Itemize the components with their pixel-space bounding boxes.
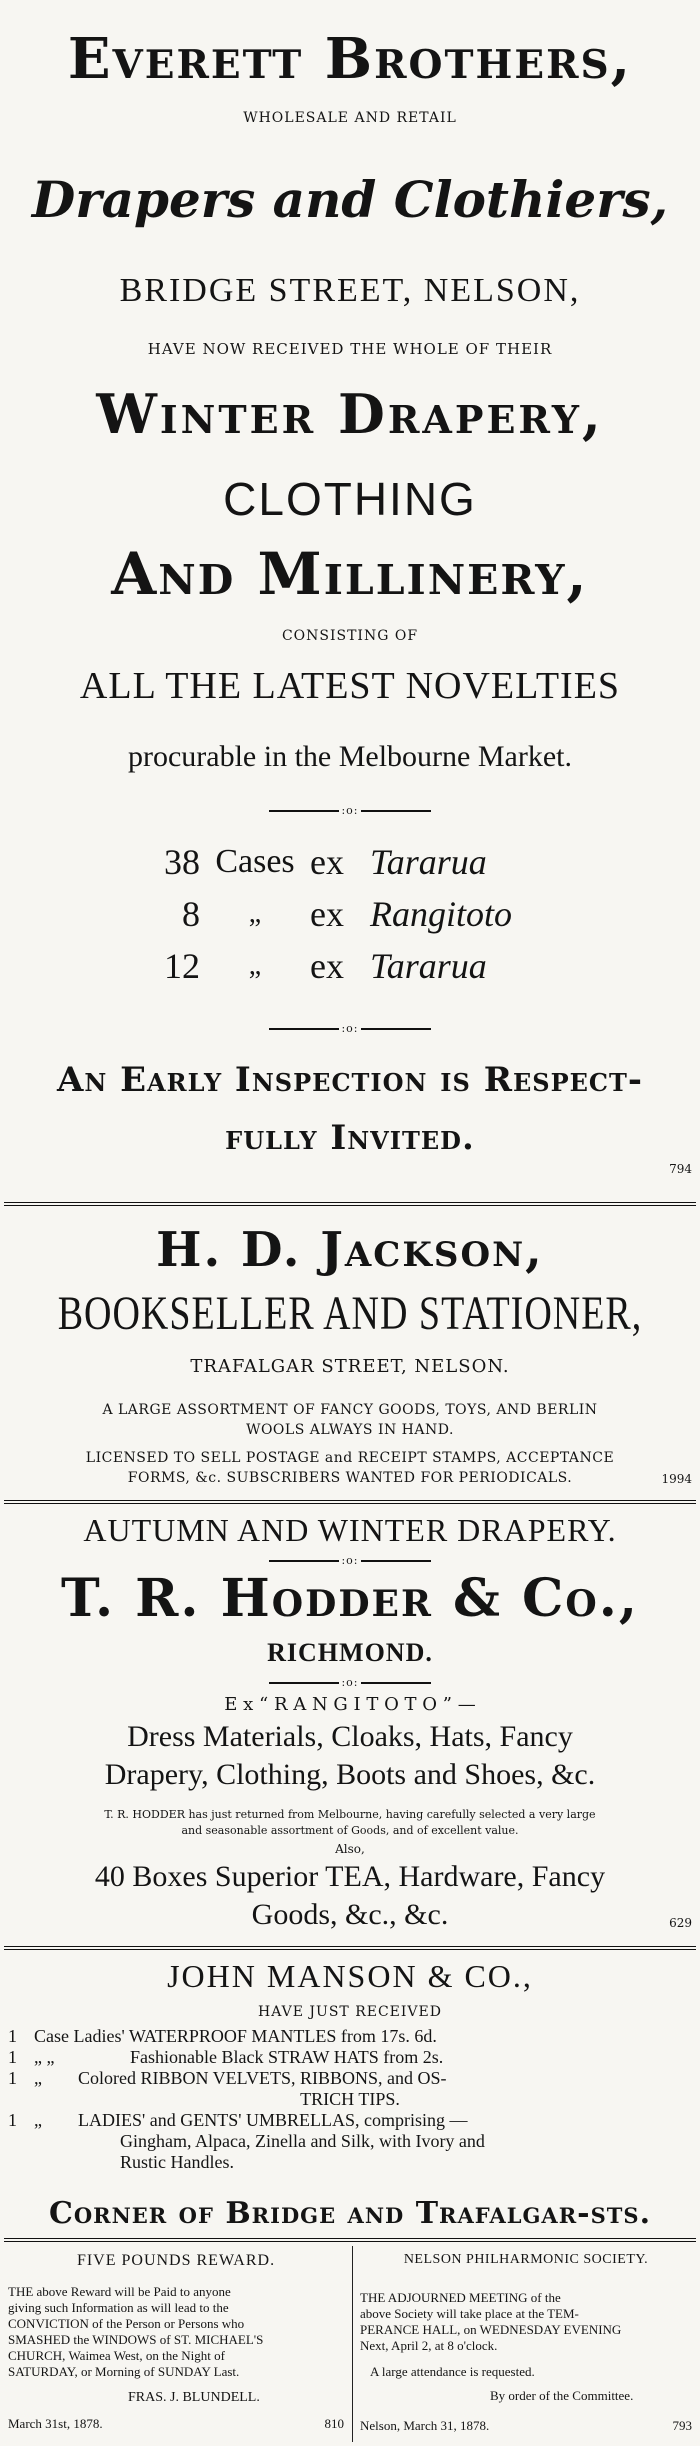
reward-line: CONVICTION of the Person or Persons who	[8, 2316, 245, 2331]
line-qty: 1	[8, 2110, 17, 2130]
everett-ref: 794	[669, 1162, 692, 1176]
case-row	[120, 836, 580, 888]
line-text: LADIES' and GENTS' UMBRELLAS, comprising —	[78, 2110, 468, 2130]
case-row	[120, 940, 580, 992]
philharmonic-notice	[360, 2252, 692, 2434]
line-qty: 1	[8, 2068, 17, 2088]
case-qty: 38	[164, 842, 200, 882]
line-text: Rustic Handles.	[120, 2152, 234, 2172]
philharmonic-body	[360, 2290, 692, 2354]
philharmonic-title: NELSON PHILHARMONIC SOCIETY.	[403, 2252, 649, 2267]
hodder-tea-1: 40 Boxes Superior TEA, Hardware, Fancy	[94, 1860, 606, 1893]
column-divider	[352, 2246, 353, 2442]
reward-line: SMASHED the WINDOWS of ST. MICHAEL'S	[8, 2332, 264, 2347]
everett-separator-2: :o:	[0, 1022, 700, 1035]
case-mark: Cases	[215, 843, 295, 880]
philharmonic-line: THE ADJOURNED MEETING of the	[360, 2290, 561, 2305]
line-text: Case Ladies' WATERPROOF MANTLES from 17s. 6d.	[34, 2026, 437, 2046]
everett-address: BRIDGE STREET, NELSON,	[119, 272, 581, 309]
philharmonic-line: above Society will take place at the TEM-	[360, 2306, 579, 2321]
hodder-notice-1: T. R. HODDER has just returned from Melbourne, having carefully selected a very large	[104, 1808, 596, 1821]
philharmonic-line: PERANCE HALL, on WEDNESDAY EVENING	[360, 2322, 622, 2337]
hodder-place: RICHMOND.	[267, 1638, 433, 1667]
philharmonic-date: Nelson, March 31, 1878.	[360, 2418, 490, 2433]
philharmonic-order: By order of the Committee.	[490, 2388, 634, 2403]
case-mark: „	[248, 898, 262, 929]
everett-trade: Drapers and Clothiers,	[31, 170, 669, 229]
everett-millinery: And Millinery,	[111, 540, 589, 608]
manson-line	[0, 2110, 700, 2131]
manson-line	[0, 2047, 700, 2068]
line-ditto: „ „	[34, 2047, 55, 2067]
reward-line: SATURDAY, or Morning of SUNDAY Last.	[8, 2364, 240, 2379]
case-mark: „	[248, 950, 262, 981]
manson-line	[0, 2089, 700, 2110]
everett-received: HAVE NOW RECEIVED THE WHOLE OF THEIR	[147, 340, 553, 358]
case-ship: Rangitoto	[370, 894, 512, 934]
hodder-separator-1: :o:	[0, 1554, 700, 1567]
everett-clothing: CLOTHING	[223, 473, 477, 525]
everett-procurable: procurable in the Melbourne Market.	[127, 740, 572, 773]
case-ship: Tararua	[370, 842, 487, 882]
everett-winter-drapery: Winter Drapery,	[96, 382, 604, 446]
line-text: TRICH TIPS.	[300, 2089, 400, 2109]
reward-title: FIVE POUNDS REWARD.	[76, 2252, 276, 2269]
jackson-trade: BOOKSELLER AND STATIONER,	[57, 1287, 643, 1341]
divider	[4, 1202, 696, 1206]
divider	[4, 1946, 696, 1950]
line-ditto: „	[34, 2068, 42, 2088]
reward-ref: 810	[324, 2416, 344, 2431]
divider	[4, 2238, 696, 2242]
case-qty: 8	[182, 894, 200, 934]
reward-notice	[8, 2252, 344, 2432]
jackson-licensed-2: FORMS, &c. SUBSCRIBERS WANTED FOR PERIODICALS.	[127, 1470, 573, 1486]
hodder-also: Also,	[335, 1842, 365, 1856]
hodder-ref: 629	[669, 1916, 692, 1930]
case-qty: 12	[164, 946, 200, 986]
reward-date: March 31st, 1878.	[8, 2416, 103, 2431]
hodder-separator-2: :o:	[0, 1676, 700, 1689]
everett-separator-1: :o:	[0, 804, 700, 817]
hodder-goods-1: Dress Materials, Cloaks, Hats, Fancy	[127, 1720, 573, 1753]
hodder-name: T. R. Hodder & Co.,	[60, 1568, 639, 1629]
jackson-ref: 1994	[661, 1472, 692, 1486]
manson-received: HAVE JUST RECEIVED	[258, 2004, 442, 2020]
line-text: Colored RIBBON VELVETS, RIBBONS, and OS-	[78, 2068, 447, 2088]
jackson-name: H. D. Jackson,	[156, 1222, 544, 1278]
manson-line	[0, 2152, 700, 2173]
everett-cases-list	[120, 836, 580, 992]
manson-line	[0, 2068, 700, 2089]
jackson-licensed-1: LICENSED TO SELL POSTAGE and RECEIPT STAMPS, ACCEPTANCE	[85, 1450, 615, 1466]
reward-body	[8, 2284, 344, 2380]
everett-consisting: CONSISTING OF	[281, 628, 419, 644]
reward-line: THE above Reward will be Paid to anyone	[8, 2284, 231, 2299]
line-qty: 1	[8, 2026, 17, 2046]
manson-name: JOHN MANSON & CO.,	[167, 1958, 533, 1994]
case-ex: ex	[310, 946, 344, 986]
hodder-goods-2: Drapery, Clothing, Boots and Shoes, &c.	[104, 1758, 596, 1791]
case-ex: ex	[310, 842, 344, 882]
reward-footer	[8, 2416, 344, 2432]
case-ship: Tararua	[370, 946, 487, 986]
everett-inspection-1: An Early Inspection is Respect-	[56, 1060, 643, 1100]
manson-corner: Corner of Bridge and Trafalgar-sts.	[48, 2196, 652, 2231]
line-text: Fashionable Black STRAW HATS from 2s.	[130, 2047, 444, 2067]
jackson-assortment-1: A LARGE ASSORTMENT OF FANCY GOODS, TOYS, AND BERLIN	[102, 1402, 598, 1418]
reward-line: CHURCH, Waimea West, on the Night of	[8, 2348, 225, 2363]
hodder-tea-2: Goods, &c., &c.	[251, 1898, 449, 1931]
divider	[4, 1500, 696, 1504]
everett-subtitle: WHOLESALE AND RETAIL	[243, 110, 457, 126]
hodder-ex-ship: E x “ R A N G I T O T O ” —	[224, 1694, 476, 1715]
philharmonic-footer	[360, 2418, 692, 2434]
line-qty: 1	[8, 2047, 17, 2067]
reward-line: giving such Information as will lead to the	[8, 2300, 229, 2315]
hodder-notice-2: and seasonable assortment of Goods, and of excellent value.	[181, 1824, 519, 1837]
philharmonic-attendance: A large attendance is requested.	[370, 2364, 535, 2379]
jackson-address: TRAFALGAR STREET, NELSON.	[190, 1356, 510, 1377]
case-row	[120, 888, 580, 940]
manson-line	[0, 2131, 700, 2152]
jackson-assortment-2: WOOLS ALWAYS IN HAND.	[246, 1422, 454, 1438]
everett-name: Everett Brothers,	[67, 26, 633, 92]
everett-inspection-2: fully Invited.	[225, 1118, 475, 1158]
case-ex: ex	[310, 894, 344, 934]
reward-signed: FRAS. J. BLUNDELL.	[128, 2390, 260, 2405]
everett-novelties: ALL THE LATEST NOVELTIES	[79, 665, 621, 707]
hodder-heading: AUTUMN AND WINTER DRAPERY.	[83, 1512, 617, 1548]
manson-goods-list	[0, 2026, 700, 2173]
line-ditto: „	[34, 2110, 42, 2130]
line-text: Gingham, Alpaca, Zinella and Silk, with Ivory and	[120, 2131, 485, 2151]
manson-line	[0, 2026, 700, 2047]
philharmonic-ref: 793	[672, 2418, 692, 2433]
philharmonic-line: Next, April 2, at 8 o'clock.	[360, 2338, 498, 2353]
